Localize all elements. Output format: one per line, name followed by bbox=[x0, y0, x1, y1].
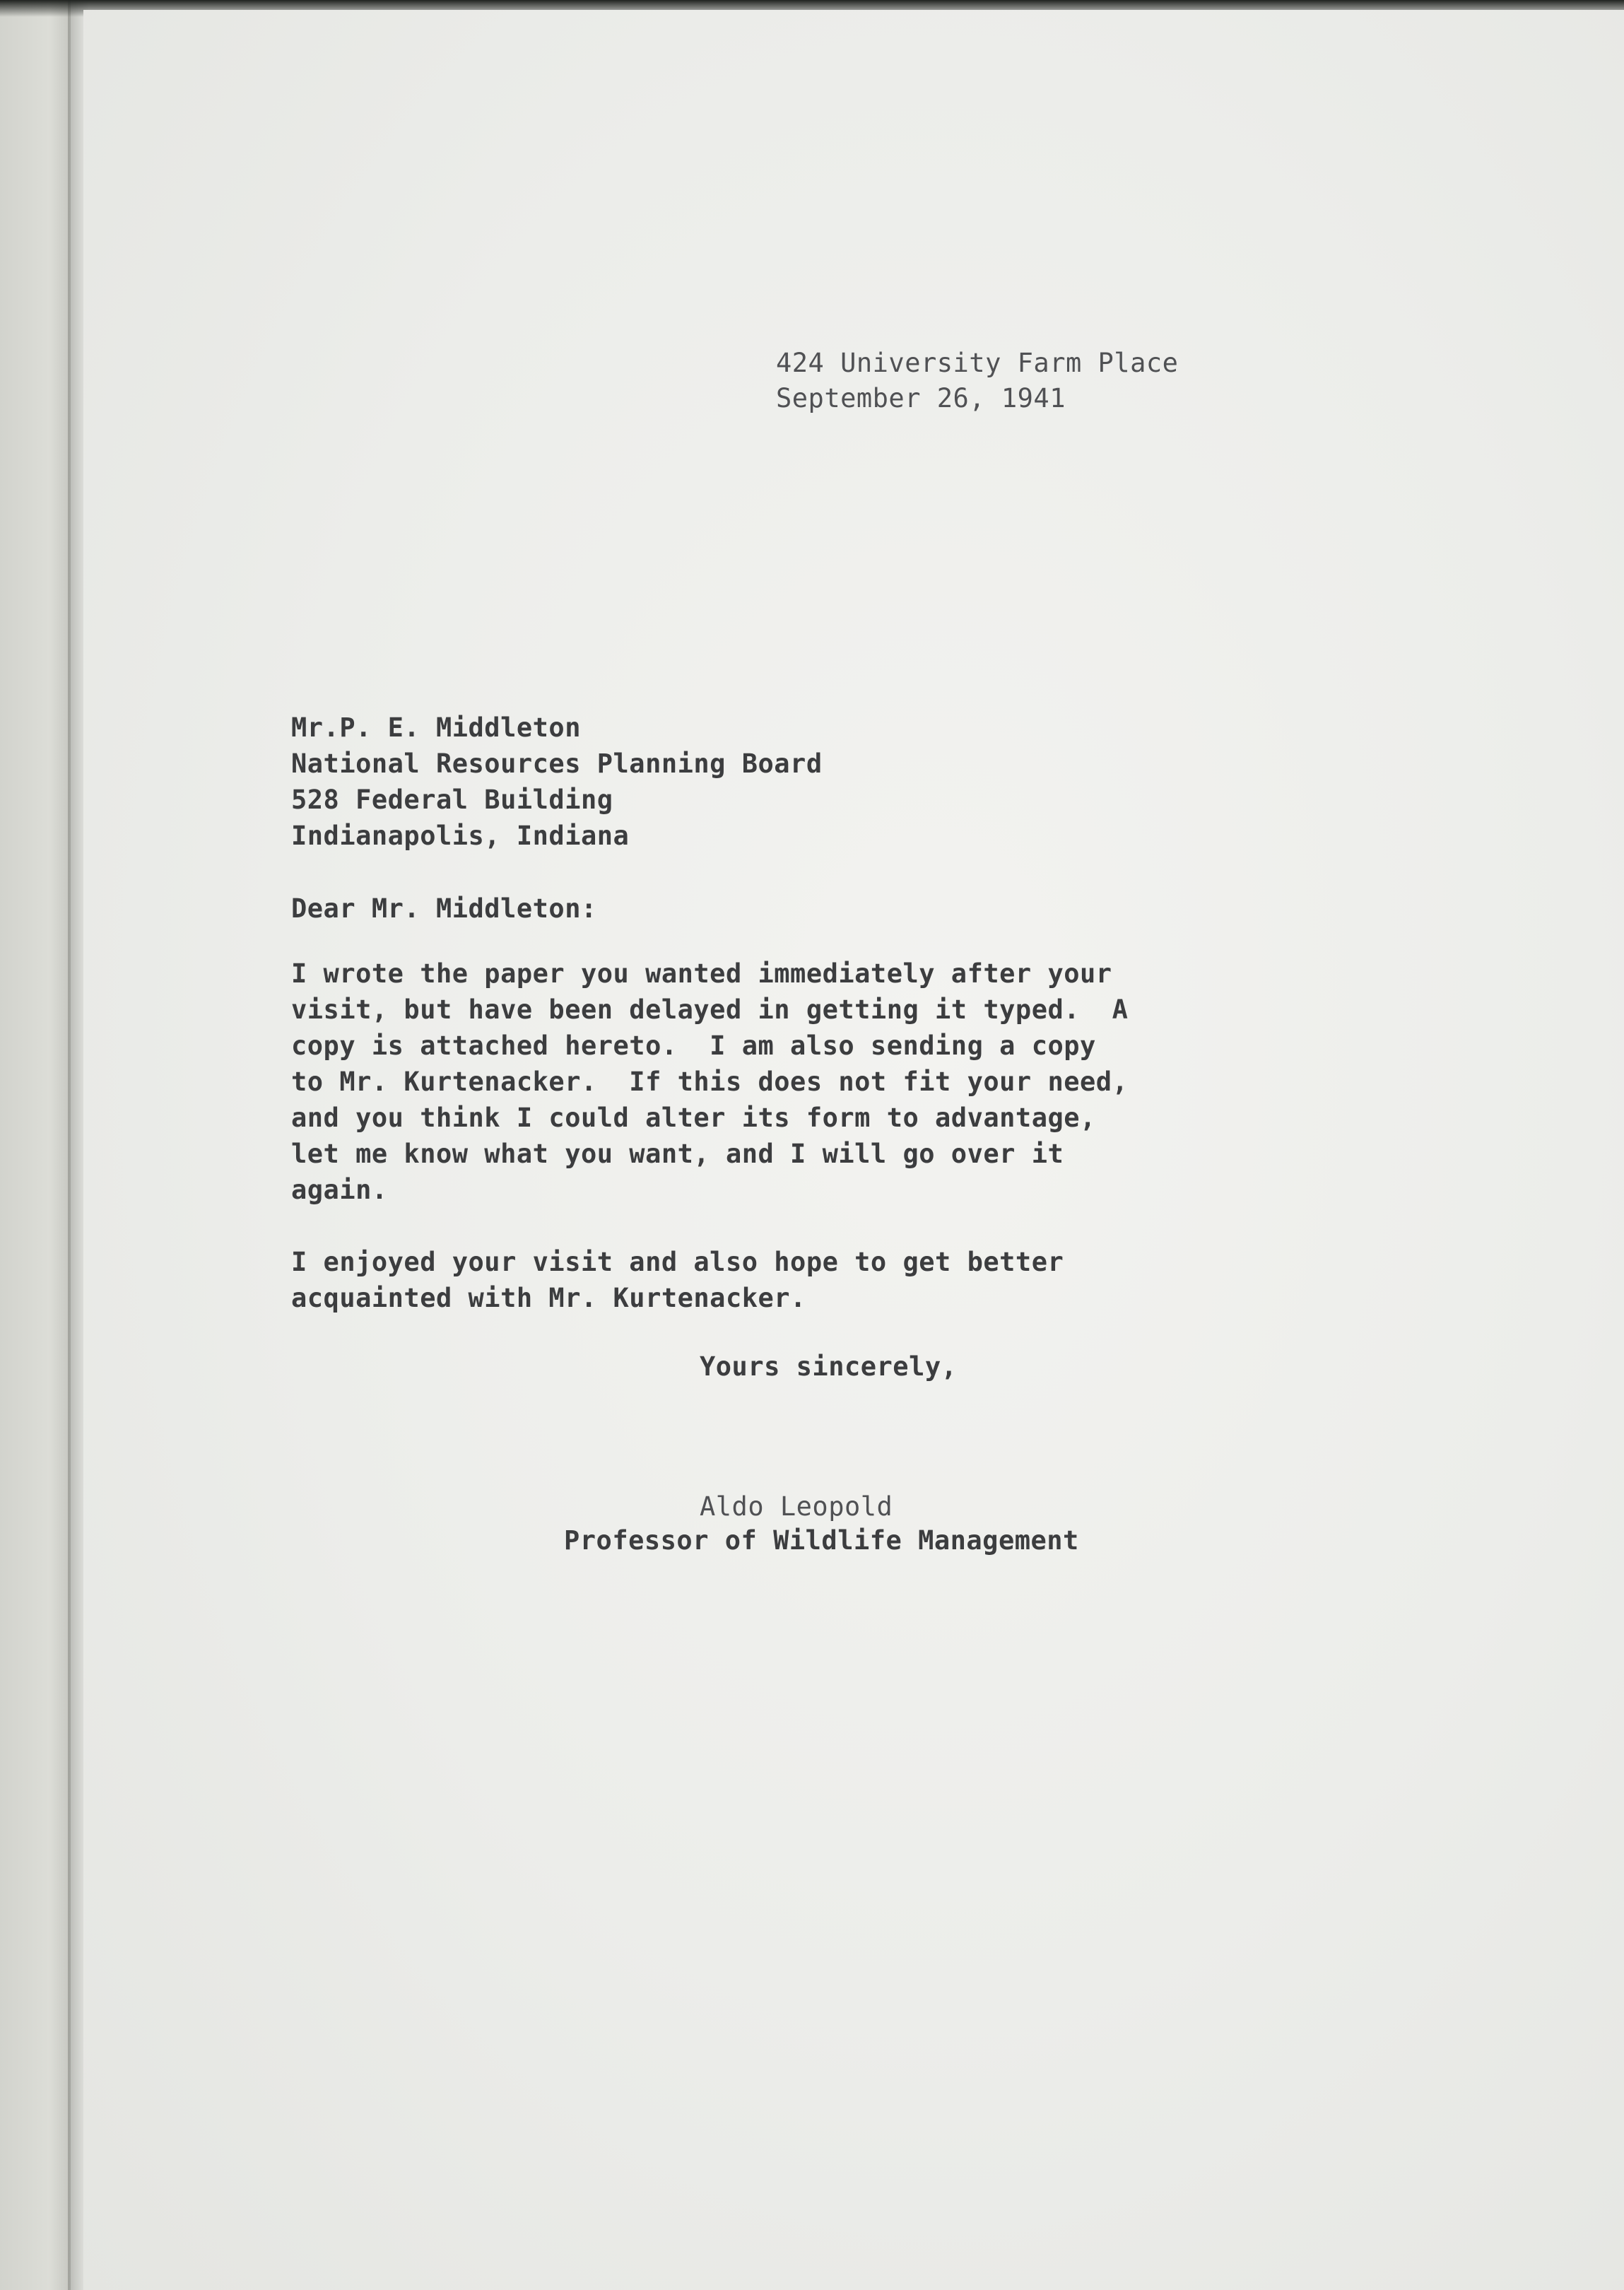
recipient-name: Mr.P. E. Middleton bbox=[291, 712, 581, 743]
adjacent-page-edge bbox=[0, 0, 71, 2290]
recipient-city: Indianapolis, Indiana bbox=[291, 821, 630, 851]
body-line: I wrote the paper you wanted immediately after your bbox=[291, 958, 1112, 989]
body-line: acquainted with Mr. Kurtenacker. bbox=[291, 1283, 806, 1313]
body-line: again. bbox=[291, 1175, 388, 1205]
body-line: let me know what you want, and I will go over it bbox=[291, 1139, 1064, 1169]
body-line: and you think I could alter its form to advantage, bbox=[291, 1103, 1096, 1133]
body-paragraph-2 bbox=[291, 1244, 1064, 1316]
closing: Yours sincerely, bbox=[700, 1351, 958, 1382]
recipient-block bbox=[291, 710, 823, 854]
return-address: 424 University Farm Place bbox=[776, 348, 1179, 378]
body-line: to Mr. Kurtenacker. If this does not fit your need, bbox=[291, 1067, 1129, 1097]
signer-name: Aldo Leopold bbox=[700, 1491, 893, 1522]
body-paragraph-1 bbox=[291, 956, 1128, 1208]
body-line: I enjoyed your visit and also hope to get better bbox=[291, 1247, 1064, 1277]
letter-page bbox=[83, 10, 1624, 2290]
body-line: copy is attached hereto. I am also sending a copy bbox=[291, 1030, 1096, 1061]
salutation: Dear Mr. Middleton: bbox=[291, 893, 597, 924]
recipient-street: 528 Federal Building bbox=[291, 785, 613, 815]
letter-date: September 26, 1941 bbox=[776, 383, 1066, 413]
body-line: visit, but have been delayed in getting it typed. A bbox=[291, 994, 1129, 1025]
recipient-organization: National Resources Planning Board bbox=[291, 748, 823, 779]
signer-title: Professor of Wildlife Management bbox=[564, 1525, 1079, 1556]
